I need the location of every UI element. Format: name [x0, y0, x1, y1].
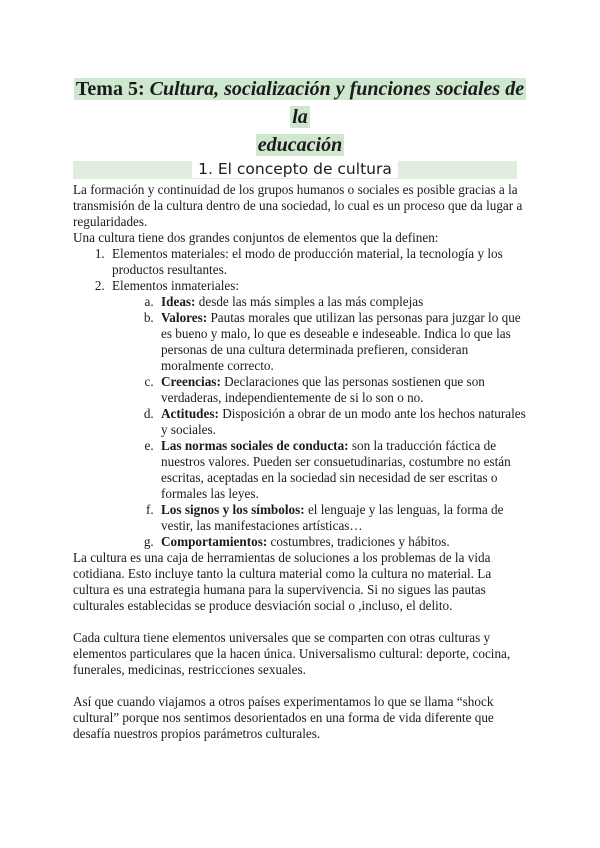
sublist-item-signos: f. Los signos y los símbolos: el lenguaje y las lenguas, la forma de vestir, las manifestaciones artísticas…: [157, 502, 531, 534]
sublist-item-actitudes: d. Actitudes: Disposición a obrar de un modo ante los hechos naturales y sociales.: [157, 406, 531, 438]
sublist-item-normas: e. Las normas sociales de conducta: son la traducción fáctica de nuestros valores. Pueden ser consuetudinarias, costumbre no están escritas, aceptadas en la sociedad sin necesidad de ser escritas o formales las leyes.: [157, 438, 531, 502]
list-item-immaterial: [108, 278, 531, 550]
title-italic-line2: educación: [257, 134, 343, 156]
sublist-item-comportamientos: g. Comportamientos: costumbres, tradiciones y hábitos.: [157, 534, 531, 550]
section-heading: [73, 161, 517, 179]
title-prefix: Tema 5:: [75, 78, 150, 100]
section-heading-text: 1. El concepto de cultura: [192, 160, 398, 178]
paragraph-gap: [73, 678, 531, 694]
paragraph-gap: [73, 614, 531, 630]
title-italic-line1: Cultura, socialización y funciones sociales de la: [149, 78, 525, 128]
sublist-item-creencias: c. Creencias: Declaraciones que las personas sostienen que son verdaderas, independientemente de si lo son o no.: [157, 374, 531, 406]
sublist-item-ideas: a. Ideas: desde las más simples a las más complejas: [157, 294, 531, 310]
immaterial-sublist: [112, 294, 531, 550]
title-highlight: [74, 78, 526, 156]
culture-shock-paragraph: Así que cuando viajamos a otros países experimentamos lo que se llama “shock cultural” porque nos sentimos desorientados en una forma de vida diferente que desafía nuestros propios parámetros culturales.: [73, 694, 494, 741]
elements-intro-paragraph: Una cultura tiene dos grandes conjuntos de elementos que la definen:: [73, 230, 439, 245]
document-title: [66, 75, 534, 159]
list-item-material: 1. Elementos materiales: el modo de producción material, la tecnología y los productos resultantes.: [108, 246, 531, 278]
sublist-item-valores: b. Valores: Pautas morales que utilizan las personas para juzgar lo que es bueno y malo, lo que es deseable e indeseable. Indica lo que las personas de una cultura determinada prefieren, consideran moralmente correcto.: [157, 310, 531, 374]
toolbox-paragraph: La cultura es una caja de herramientas de soluciones a los problemas de la vida cotidiana. Esto incluye tanto la cultura material como la cultura no material. La cultura es una estrategia humana para la supervivencia. Si no sigues las pautas culturales establecidas se produce desviación social o ,incluso, el delito.: [73, 550, 492, 613]
universals-paragraph: Cada cultura tiene elementos universales que se comparten con otras culturas y elementos particulares que la hacen única. Universalismo cultural: deporte, cocina, funerales, medicinas, restricciones sexuales.: [73, 630, 511, 677]
immaterial-label: Elementos inmateriales:: [112, 278, 240, 293]
elements-list: [73, 246, 531, 550]
document-body: [73, 182, 531, 742]
intro-paragraph: La formación y continuidad de los grupos humanos o sociales es posible gracias a la transmisión de la cultura dentro de una sociedad, lo cual es un proceso que da lugar a regularidades.: [73, 182, 523, 229]
